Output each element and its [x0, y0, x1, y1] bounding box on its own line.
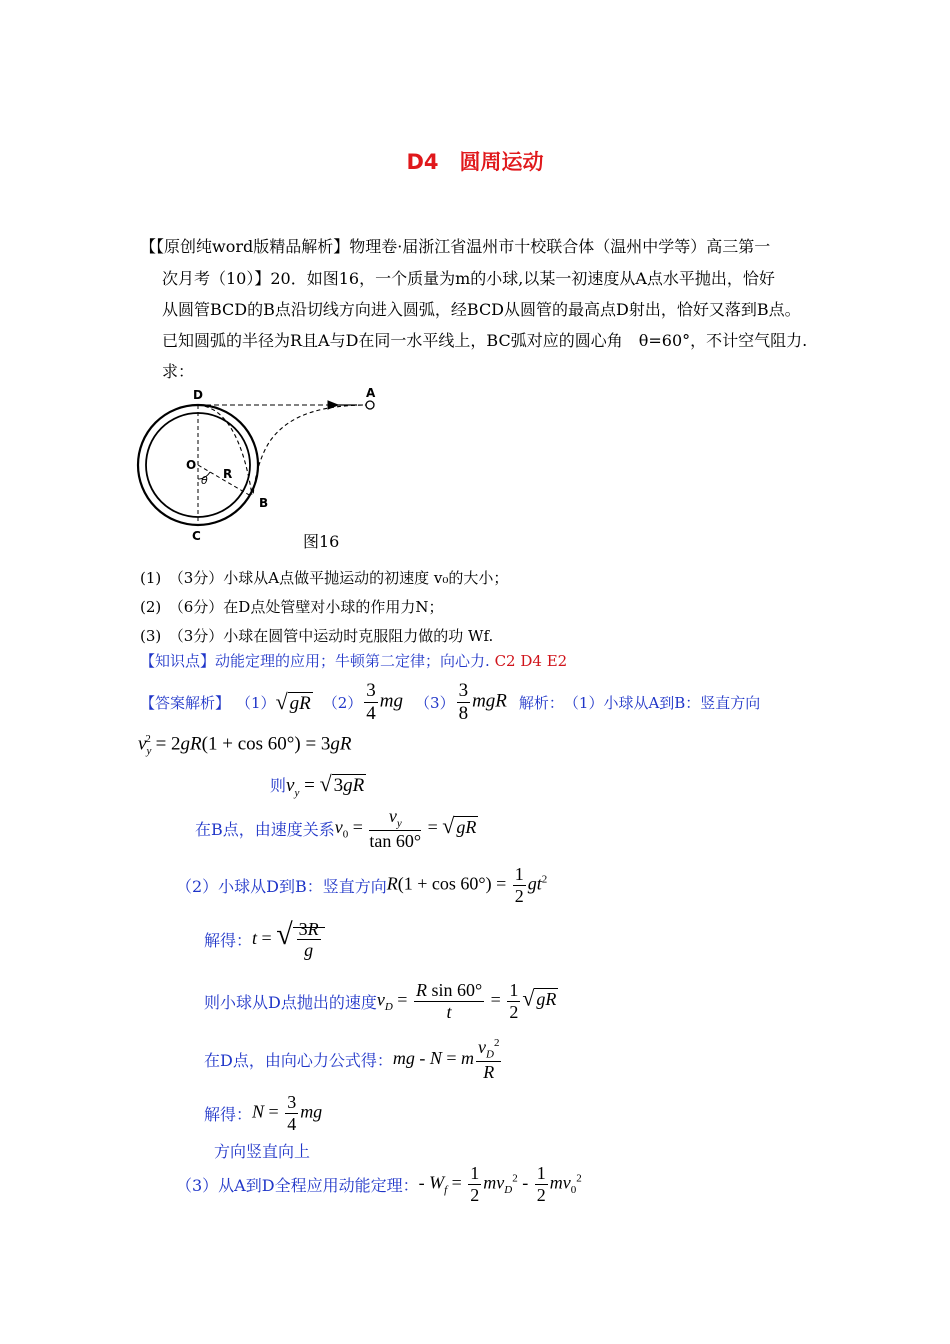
eq-work-energy: （3）从A到D全程应用动能定理： - $W_f$ = $\frac{1}{2}$ $mv_D^2$ - $\frac{1}{2}$ $mv_0^2$ — [176, 1163, 582, 1205]
knowledge-tag: 【知识点】 — [140, 652, 216, 670]
direction-text: 方向竖直向上 — [214, 1142, 311, 1161]
figure-caption: 图16 — [303, 532, 340, 551]
question-3: (3) （3分）小球在圆管中运动时克服阻力做的功 Wf. — [140, 627, 494, 645]
eq-n: 解得： N = $\frac{3}{4}$ mg — [204, 1092, 323, 1134]
label-o: O — [186, 458, 197, 472]
part2-label: （2）小球从D到B：竖直方向 — [176, 876, 387, 896]
figure-16-diagram — [125, 383, 395, 553]
question-1: (1) （3分）小球从A点做平抛运动的初速度 v₀的大小； — [140, 569, 509, 587]
eq-vy: 则 $v_y$ = √ 3gR — [270, 771, 365, 799]
problem-line-4: 已知圆弧的半径为R且A与D在同一水平线上，BC弧对应的圆心角 θ=60°，不计空气阻力. — [162, 331, 808, 350]
problem-line-2: 次月考（10）】20．如图16，一个质量为m的小球,以某一初速度从A点水平抛出，恰好 — [162, 269, 775, 288]
vd-label: 则小球从D点抛出的速度 — [204, 992, 377, 1012]
eq-vd: 则小球从D点抛出的速度 $v_D$ = $\frac{\text{R sin 60°}}{t}$ = $\frac{1}{2}$ √ gR — [204, 980, 557, 1022]
answer-tag: 【答案解析】 — [140, 693, 231, 712]
solve-label-1: 解得： — [204, 931, 253, 951]
eq-t: 解得： t = √ $\frac{3R}{g}$ — [204, 918, 325, 961]
label-c: C — [192, 529, 201, 543]
problem-line-5: 求： — [162, 362, 195, 381]
label-r: R — [223, 467, 233, 481]
then-label: 则 — [270, 776, 287, 796]
answer-summary — [140, 680, 760, 724]
eq-centripetal: 在D点，由向心力公式得： mg - N = m $\frac{v_D^2}{R}$ — [204, 1037, 500, 1083]
solve-label-2: 解得： — [204, 1104, 253, 1124]
answer-2-formula: $\frac{3}{4}$ mg — [366, 679, 404, 724]
knowledge-point — [140, 650, 567, 671]
knowledge-text: 动能定理的应用；牛顿第二定律；向心力. — [215, 652, 490, 670]
b-point-label: 在B点，由速度关系 — [195, 820, 335, 840]
eq-part2-vertical: （2）小球从D到B：竖直方向 R(1 + cos 60°) = $\frac{1}{2}$ $gt^2$ — [176, 864, 548, 906]
question-2: (2) （6分）在D点处管壁对小球的作用力N； — [140, 598, 444, 616]
answer-3-label: （3） — [415, 693, 455, 712]
trajectory-a-to-b — [253, 405, 369, 495]
answer-1-label: （1） — [236, 693, 276, 712]
knowledge-codes: C2 D4 E2 — [494, 652, 568, 670]
label-a: A — [366, 386, 376, 400]
problem-line-3: 从圆管BCD的B点沿切线方向进入圆弧，经BCD从圆管的最高点D射出，恰好又落到B点。 — [162, 300, 801, 319]
problem-line-1: 【【原创纯word版精品解析】物理卷·届浙江省温州市十校联合体（温州中学等）高三第一 — [140, 237, 771, 256]
page-title: D4 圆周运动 — [406, 150, 544, 174]
eq-v0: 在B点，由速度关系 $v_0$ = $\frac{v_y}{\tan 60^\circ}$ = √ gR — [195, 806, 477, 852]
label-d: D — [193, 388, 203, 402]
eq-vy-squared: $v_y^2 = 2gR(1 + \cos 60^\circ) = 3gR$ — [138, 733, 352, 758]
label-b: B — [259, 496, 269, 510]
part3-label: （3）从A到D全程应用动能定理： — [176, 1175, 419, 1195]
answer-2-label: （2） — [322, 693, 363, 712]
answer-1-formula: √ gR — [275, 689, 311, 714]
label-theta: θ — [201, 474, 208, 487]
centripetal-label: 在D点，由向心力公式得： — [204, 1051, 393, 1071]
answer-intro: 解析： （1）小球从A到B：竖直方向 — [518, 693, 761, 712]
ball-a — [366, 401, 374, 409]
answer-3-formula: $\frac{3}{8}$ mgR — [458, 679, 507, 724]
